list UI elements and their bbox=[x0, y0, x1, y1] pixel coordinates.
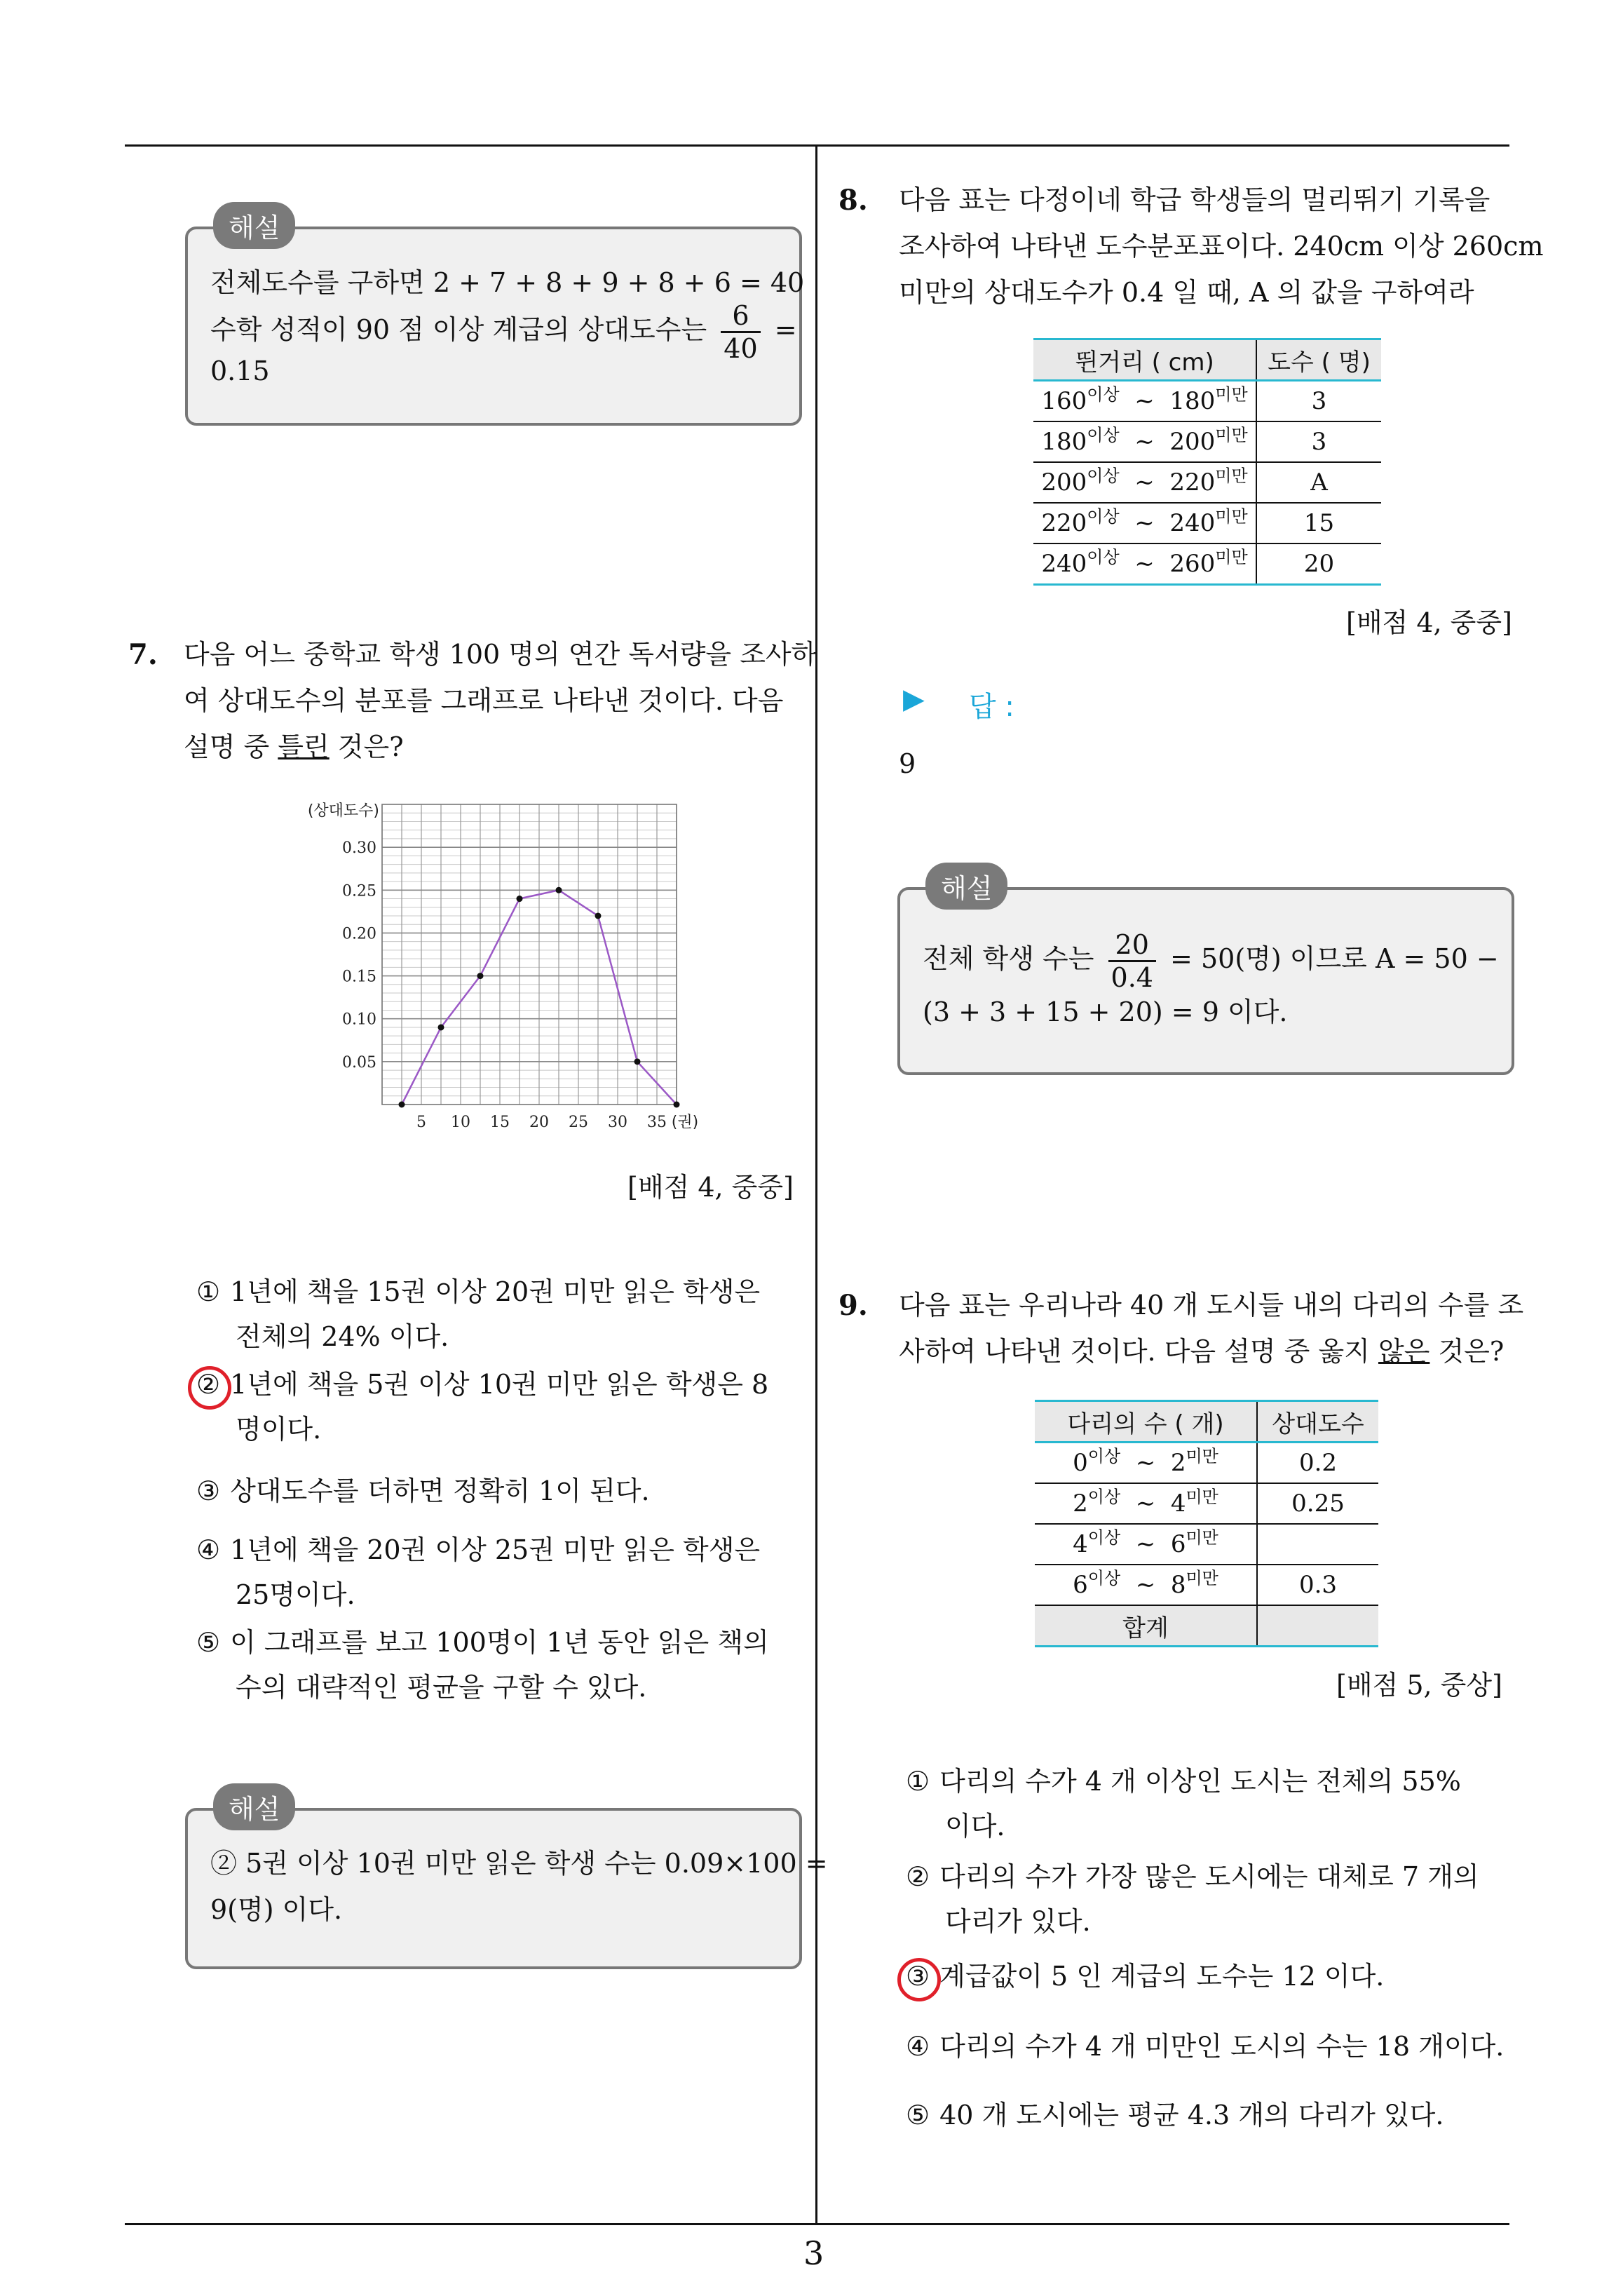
data-point bbox=[595, 912, 602, 919]
data-point bbox=[634, 1058, 641, 1065]
q9-option-text-cont: 이다. bbox=[945, 1811, 1005, 1842]
q7-answer-circle bbox=[188, 1366, 231, 1410]
q7-option-text: 상대도수를 더하면 정확히 1이 된다. bbox=[222, 1475, 650, 1506]
q6-solution-line2 bbox=[210, 300, 797, 364]
q8-frequency-table bbox=[1033, 338, 1381, 586]
q9-line2-pre: 사하여 나타낸 것이다. 다음 설명 중 옳지 bbox=[899, 1336, 1378, 1367]
range-cell: $0^{이상}$ ∼ $2^{미만}$ bbox=[1035, 1443, 1257, 1484]
q9-col1-header: 다리의 수 ( 개) bbox=[1035, 1401, 1257, 1443]
table-total-row bbox=[1035, 1605, 1378, 1647]
q8-line3: 미만의 상대도수가 0.4 일 때, A 의 값을 구하여라 bbox=[899, 277, 1474, 308]
q8-answer: 9 bbox=[899, 748, 916, 779]
q9-option-line bbox=[904, 1759, 1461, 1804]
q8-line2: 조사하여 나타낸 도수분포표이다. 240cm 이상 260cm bbox=[899, 231, 1544, 262]
q7-line3-pre: 설명 중 bbox=[184, 731, 278, 762]
range-cell: $180^{이상}$ ∼ $200^{미만}$ bbox=[1033, 421, 1256, 462]
q9-line2 bbox=[899, 1328, 1504, 1375]
q9-option-5[interactable] bbox=[904, 2093, 1444, 2138]
column-divider bbox=[815, 144, 817, 2224]
data-point bbox=[438, 1024, 444, 1030]
q9-line2-post: 것은? bbox=[1430, 1336, 1505, 1367]
q7-option-line bbox=[195, 1527, 760, 1572]
table-row bbox=[1033, 462, 1381, 503]
q8-solution-pre: 전체 학생 수는 bbox=[923, 943, 1094, 974]
q8-score: [배점 4, 중중] bbox=[1346, 607, 1512, 638]
q7-option-text-cont: 25명이다. bbox=[236, 1579, 355, 1610]
x-tick-label: 15 bbox=[490, 1114, 510, 1131]
range-cell: $160^{이상}$ ∼ $180^{미만}$ bbox=[1033, 381, 1256, 422]
q9-option-mark: ① bbox=[905, 1766, 930, 1797]
q7-option-mark: ⑤ bbox=[196, 1627, 221, 1658]
q7-option-3[interactable] bbox=[195, 1468, 650, 1513]
q7-option-5[interactable] bbox=[195, 1620, 769, 1710]
q6-solution-line1: 전체도수를 구하면 2 + 7 + 8 + 9 + 8 + 6 = 40 bbox=[210, 267, 805, 298]
value-cell: 3 bbox=[1256, 381, 1381, 422]
x-tick-label: 10 bbox=[451, 1114, 470, 1131]
q7-option-text: 이 그래프를 보고 100명이 1년 동안 읽은 책의 bbox=[222, 1627, 769, 1658]
x-tick-label: 25 bbox=[569, 1114, 588, 1131]
value-cell: 3 bbox=[1256, 421, 1381, 462]
range-cell: $220^{이상}$ ∼ $240^{미만}$ bbox=[1033, 503, 1256, 543]
table-row bbox=[1035, 1565, 1378, 1605]
q9-option-text: 40 개 도시에는 평균 4.3 개의 다리가 있다. bbox=[931, 2100, 1444, 2130]
q6-solution-line3: 0.15 bbox=[210, 356, 270, 386]
value-cell: 15 bbox=[1256, 503, 1381, 543]
q9-option-mark: ⑤ bbox=[905, 2100, 930, 2130]
q7-option-text: 1년에 책을 15권 이상 20권 미만 읽은 학생은 bbox=[222, 1276, 761, 1307]
q8-line1: 다음 표는 다정이네 학급 학생들의 멀리뛰기 기록을 bbox=[899, 184, 1490, 215]
y-tick-label: 0.05 bbox=[342, 1053, 376, 1072]
q7-solution-line1: ② 5권 이상 10권 미만 읽은 학생 수는 0.09×100 = bbox=[210, 1848, 828, 1879]
q7-number: 7. bbox=[128, 638, 158, 671]
q8-solution-post: = 50(명) 이므로 A = 50 − bbox=[1170, 943, 1499, 974]
q9-option-text: 계급값이 5 인 계급의 도수는 12 이다. bbox=[931, 1961, 1385, 1992]
data-point bbox=[674, 1102, 680, 1108]
q7-option-line bbox=[195, 1269, 760, 1314]
q9-option-4[interactable] bbox=[904, 2024, 1504, 2069]
value-cell: 20 bbox=[1256, 543, 1381, 585]
data-point bbox=[517, 896, 523, 902]
q9-line2-underlined: 않은 bbox=[1378, 1336, 1430, 1367]
q7-explain-label: 해설 bbox=[213, 1783, 295, 1830]
q7-option-line bbox=[195, 1620, 769, 1665]
bottom-rule bbox=[125, 2223, 1509, 2225]
q8-answer-label: 답 : bbox=[969, 691, 1014, 723]
q7-option-text-cont: 전체의 24% 이다. bbox=[236, 1321, 449, 1352]
q7-score: [배점 4, 중중] bbox=[627, 1172, 794, 1203]
y-axis-label: (상대도수) bbox=[307, 802, 379, 820]
table-row bbox=[1033, 543, 1381, 585]
value-cell: 0.2 bbox=[1257, 1443, 1378, 1484]
value-cell: 0.25 bbox=[1257, 1483, 1378, 1524]
range-cell: $6^{이상}$ ∼ $8^{미만}$ bbox=[1035, 1565, 1257, 1605]
q7-line3 bbox=[184, 724, 404, 770]
table-row bbox=[1035, 1524, 1378, 1565]
q9-line1: 다음 표는 우리나라 40 개 도시들 내의 다리의 수를 조 bbox=[899, 1290, 1524, 1321]
q9-option-line bbox=[904, 2093, 1444, 2138]
data-point bbox=[556, 887, 562, 893]
q9-option-3[interactable] bbox=[904, 1954, 1384, 1999]
q7-option-mark: ④ bbox=[196, 1534, 221, 1565]
q8-solution-line1 bbox=[923, 929, 1499, 993]
y-tick-label: 0.15 bbox=[342, 968, 376, 986]
table-row bbox=[1033, 503, 1381, 543]
q9-option-text: 다리의 수가 4 개 미만인 도시의 수는 18 개이다. bbox=[931, 2031, 1505, 2062]
q9-score: [배점 5, 중상] bbox=[1336, 1670, 1502, 1701]
q6-explain-label: 해설 bbox=[213, 202, 295, 249]
x-tick-label: 30 bbox=[608, 1114, 627, 1131]
x-tick-label: 5 bbox=[416, 1114, 426, 1131]
y-tick-label: 0.25 bbox=[342, 882, 376, 900]
q7-option-text-cont: 명이다. bbox=[236, 1414, 322, 1445]
q9-option-line bbox=[904, 1854, 1479, 1899]
q7-line2: 여 상대도수의 분포를 그래프로 나타낸 것이다. 다음 bbox=[184, 685, 784, 716]
x-axis-label: (권) bbox=[671, 1114, 699, 1131]
total-value bbox=[1257, 1605, 1378, 1647]
q8-solution-line2: (3 + 3 + 15 + 20) = 9 이다. bbox=[923, 997, 1288, 1027]
q7-solution-line2: 9(명) 이다. bbox=[210, 1894, 343, 1925]
range-cell: $4^{이상}$ ∼ $6^{미만}$ bbox=[1035, 1524, 1257, 1565]
q9-frequency-table bbox=[1035, 1400, 1378, 1647]
q8-col2-header: 도수 ( 명) bbox=[1256, 339, 1381, 381]
q7-line1: 다음 어느 중학교 학생 100 명의 연간 독서량을 조사하 bbox=[184, 639, 817, 670]
table-row bbox=[1033, 421, 1381, 462]
value-cell bbox=[1257, 1524, 1378, 1565]
table-row bbox=[1035, 1443, 1378, 1484]
x-tick-label: 35 bbox=[647, 1114, 667, 1131]
q7-option-text: 1년에 책을 5권 이상 10권 미만 읽은 학생은 8 bbox=[222, 1369, 769, 1400]
q8-fraction bbox=[1108, 929, 1156, 993]
page-number: 3 bbox=[803, 2234, 824, 2272]
q9-option-mark: ② bbox=[905, 1861, 930, 1892]
q6-fraction-num: 6 bbox=[721, 300, 760, 333]
q7-line3-post: 것은? bbox=[329, 731, 404, 762]
q7-option-line bbox=[195, 1468, 650, 1513]
data-point bbox=[477, 973, 484, 979]
q9-option-mark: ③ bbox=[905, 1961, 930, 1992]
answer-arrow-icon: ▶ bbox=[903, 683, 925, 715]
q9-option-mark: ④ bbox=[905, 2031, 930, 2062]
q6-fraction-den: 40 bbox=[724, 333, 758, 364]
y-tick-label: 0.10 bbox=[342, 1011, 376, 1029]
range-cell: $240^{이상}$ ∼ $260^{미만}$ bbox=[1033, 543, 1256, 585]
table-row bbox=[1035, 1483, 1378, 1524]
q8-number: 8. bbox=[838, 184, 868, 217]
q9-col2-header: 상대도수 bbox=[1257, 1401, 1378, 1443]
x-tick-label: 20 bbox=[529, 1114, 549, 1131]
q9-option-text-cont: 다리가 있다. bbox=[945, 1906, 1091, 1937]
q6-fraction bbox=[721, 300, 760, 364]
y-tick-label: 0.20 bbox=[342, 925, 376, 943]
relative-frequency-chart bbox=[294, 796, 701, 1133]
q7-option-mark: ③ bbox=[196, 1475, 221, 1506]
q7-option-text: 1년에 책을 20권 이상 25권 미만 읽은 학생은 bbox=[222, 1534, 761, 1565]
range-cell: $2^{이상}$ ∼ $4^{미만}$ bbox=[1035, 1483, 1257, 1524]
q9-option-line bbox=[904, 1954, 1384, 1999]
q9-option-text: 다리의 수가 가장 많은 도시에는 대체로 7 개의 bbox=[931, 1861, 1479, 1892]
q7-option-mark: ② bbox=[196, 1369, 221, 1400]
q9-number: 9. bbox=[838, 1289, 868, 1322]
plot-frame bbox=[382, 804, 677, 1105]
q7-option-mark: ① bbox=[196, 1276, 221, 1307]
q9-option-line bbox=[904, 2024, 1504, 2069]
q9-option-2[interactable] bbox=[904, 1854, 1479, 1944]
q7-option-text-cont: 수의 대략적인 평균을 구할 수 있다. bbox=[236, 1672, 647, 1703]
q8-col1-header: 뛴거리 ( cm) bbox=[1033, 339, 1256, 381]
q8-fraction-num: 20 bbox=[1108, 929, 1156, 962]
q9-option-text: 다리의 수가 4 개 이상인 도시는 전체의 55% bbox=[931, 1766, 1461, 1797]
table-row bbox=[1033, 381, 1381, 422]
total-label: 합계 bbox=[1035, 1605, 1257, 1647]
q6-solution-line2-text: 수학 성적이 90 점 이상 계급의 상대도수는 bbox=[210, 314, 707, 345]
q7-line3-underlined: 틀린 bbox=[278, 731, 330, 762]
q7-option-4[interactable] bbox=[195, 1527, 760, 1617]
q7-option-1[interactable] bbox=[195, 1269, 760, 1359]
q9-option-1[interactable] bbox=[904, 1759, 1461, 1849]
q7-option-line bbox=[195, 1362, 768, 1407]
q7-option-2[interactable] bbox=[195, 1362, 768, 1452]
data-point bbox=[399, 1102, 405, 1108]
q8-explain-label: 해설 bbox=[925, 863, 1007, 910]
q9-answer-circle bbox=[897, 1958, 941, 2001]
q6-solution-equals: = bbox=[774, 314, 797, 345]
value-cell: A bbox=[1256, 462, 1381, 503]
range-cell: $200^{이상}$ ∼ $220^{미만}$ bbox=[1033, 462, 1256, 503]
y-tick-label: 0.30 bbox=[342, 839, 376, 858]
value-cell: 0.3 bbox=[1257, 1565, 1378, 1605]
q8-fraction-den: 0.4 bbox=[1111, 962, 1153, 993]
